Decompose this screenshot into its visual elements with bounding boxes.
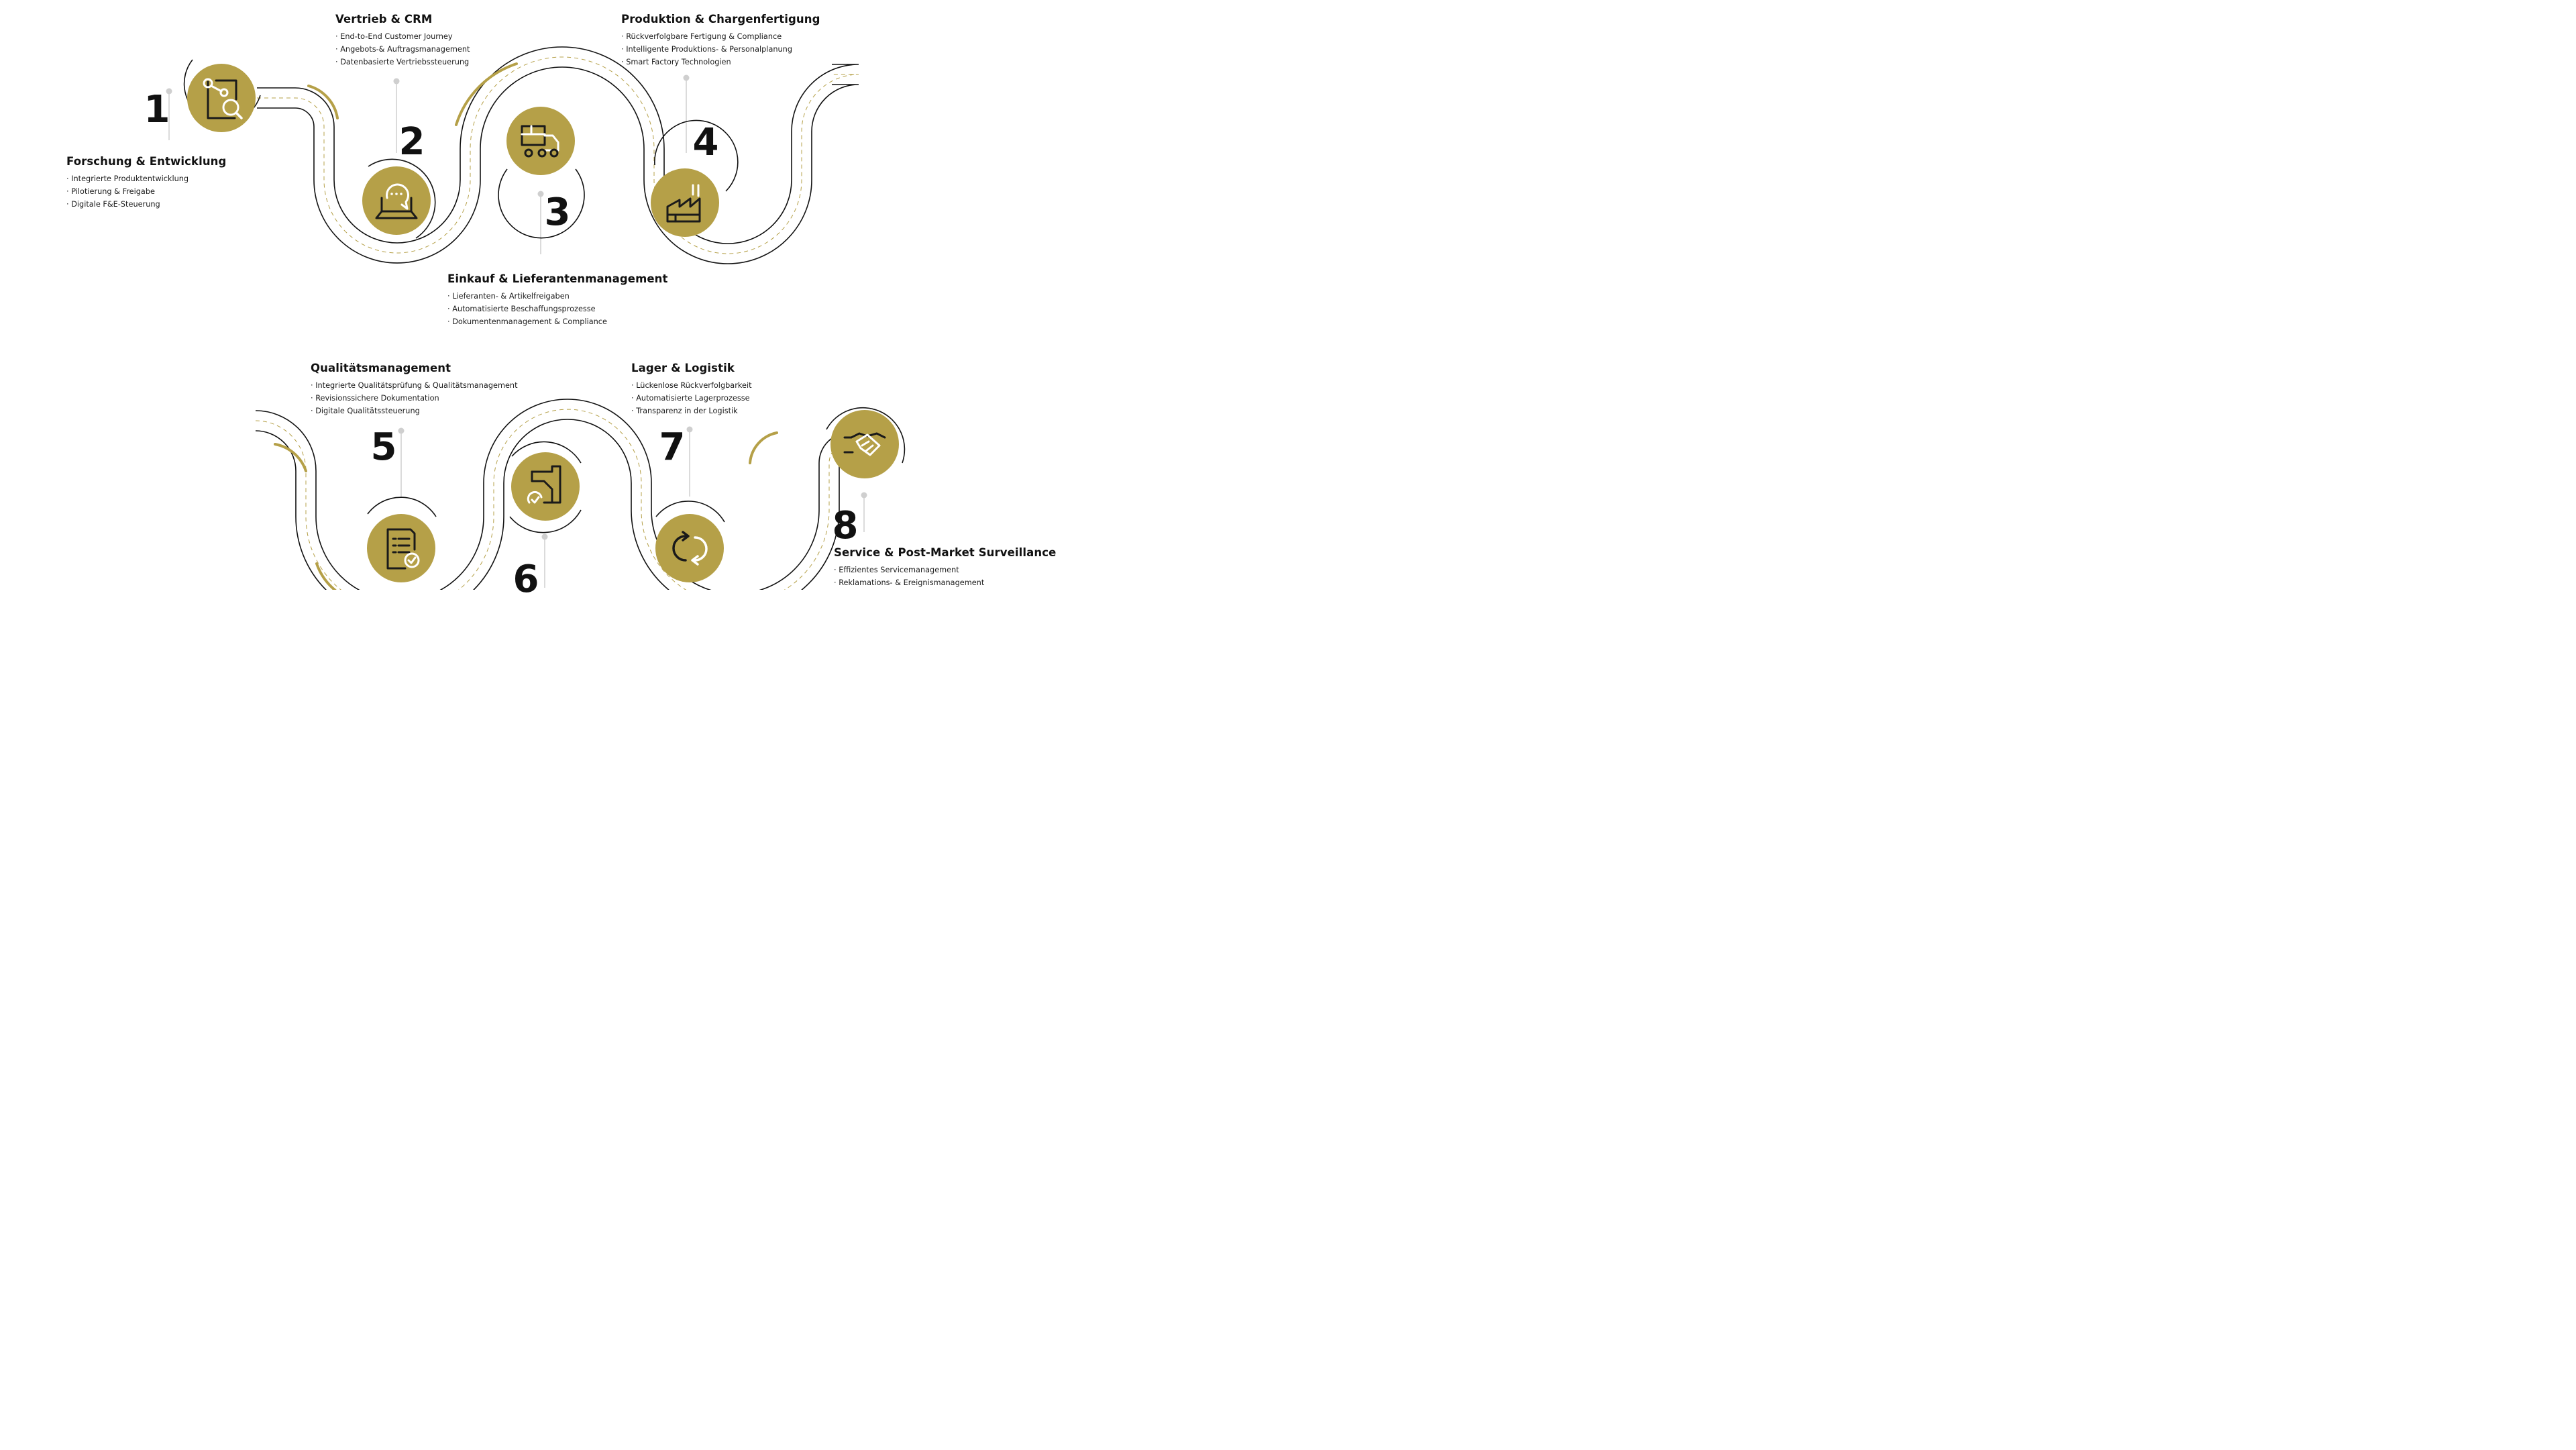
step-item: · End-to-End Customer Journey <box>335 30 470 43</box>
step-disc <box>506 107 575 175</box>
step-description <box>834 546 1056 589</box>
step-items <box>621 30 820 69</box>
ring-arc <box>368 497 436 517</box>
step-item: · Angebots-& Auftragsmanagement <box>335 43 470 56</box>
step-title: Lager & Logistik <box>631 362 735 374</box>
step-title: Forschung & Entwicklung <box>66 155 227 168</box>
step-item: · Smart Factory Technologien <box>621 56 820 68</box>
step-item: · Reklamations- & Ereignismanagement <box>834 576 1056 589</box>
step-title: Vertrieb & CRM <box>335 13 433 25</box>
step-description <box>335 13 470 69</box>
step-number: 2 <box>398 120 425 164</box>
step-1 <box>166 60 261 140</box>
gold-accent-arc <box>275 444 306 471</box>
step-description <box>631 362 752 418</box>
step-description <box>621 13 820 69</box>
connector-dot <box>861 493 867 499</box>
step-disc <box>367 514 435 582</box>
step-item: · Effizientes Servicemanagement <box>834 564 1056 576</box>
connector-dot <box>684 75 690 81</box>
step-item: · Integrierte Qualitätsprüfung & Qualitätsmanagement <box>311 379 518 392</box>
step-title: Qualitätsmanagement <box>311 362 451 374</box>
step-number: 4 <box>692 121 719 164</box>
step-3 <box>498 107 584 254</box>
step-title: Einkauf & Lieferantenmanagement <box>447 272 668 285</box>
step-item: · Transparenz in der Logistik <box>631 405 752 417</box>
step-item: · Digitale Qualitätssteuerung <box>311 405 518 417</box>
step-disc <box>511 452 580 521</box>
connector-dot <box>398 428 405 434</box>
step-description <box>311 362 518 418</box>
step-items <box>631 379 752 418</box>
step-disc <box>655 514 724 582</box>
step-item: · Rückverfolgbare Fertigung & Compliance <box>621 30 820 43</box>
step-description <box>66 155 226 211</box>
step-number: 5 <box>370 425 397 469</box>
step-number: 7 <box>659 425 686 469</box>
step-item: · Datenbasierte Vertriebssteuerung <box>335 56 470 68</box>
step-number: 8 <box>832 504 859 548</box>
step-items <box>447 290 667 329</box>
step-item: · Lieferanten- & Artikelfreigaben <box>447 290 667 303</box>
connector-dot <box>687 427 693 433</box>
connector-dot <box>542 534 548 540</box>
step-disc <box>362 166 431 235</box>
step-item: · Revisionssichere Dokumentation <box>311 392 518 405</box>
step-item: · Automatisierte Lagerprozesse <box>631 392 752 405</box>
step-number: 1 <box>144 88 170 132</box>
step-item: · Lückenlose Rückverfolgbarkeit <box>631 379 752 392</box>
roadmap-diagram <box>0 0 1057 601</box>
ring-arc <box>498 169 584 238</box>
step-item: · Intelligente Produktions- & Personalplanung <box>621 43 820 56</box>
step-item: · Automatisierte Beschaffungsprozesse <box>447 303 667 315</box>
step-item: · Pilotierung & Freigabe <box>66 185 226 198</box>
step-items <box>66 172 226 211</box>
step-description <box>447 272 667 329</box>
step-items <box>834 564 1056 589</box>
gold-accent-arc <box>750 433 777 463</box>
step-title: Service & Post-Market Surveillance <box>834 546 1057 559</box>
step-items <box>335 30 470 69</box>
step-number: 6 <box>513 558 539 601</box>
step-item: · Dokumentenmanagement & Compliance <box>447 315 667 328</box>
step-items <box>311 379 518 418</box>
step-number: 3 <box>544 191 571 234</box>
connector-dot <box>394 79 400 85</box>
gold-accent-arc <box>309 86 337 118</box>
step-title: Produktion & Chargenfertigung <box>621 13 820 25</box>
step-item: · Digitale F&E-Steuerung <box>66 198 226 211</box>
step-disc <box>187 64 256 132</box>
step-item: · Integrierte Produktentwicklung <box>66 172 226 185</box>
connector-dot <box>538 191 544 197</box>
